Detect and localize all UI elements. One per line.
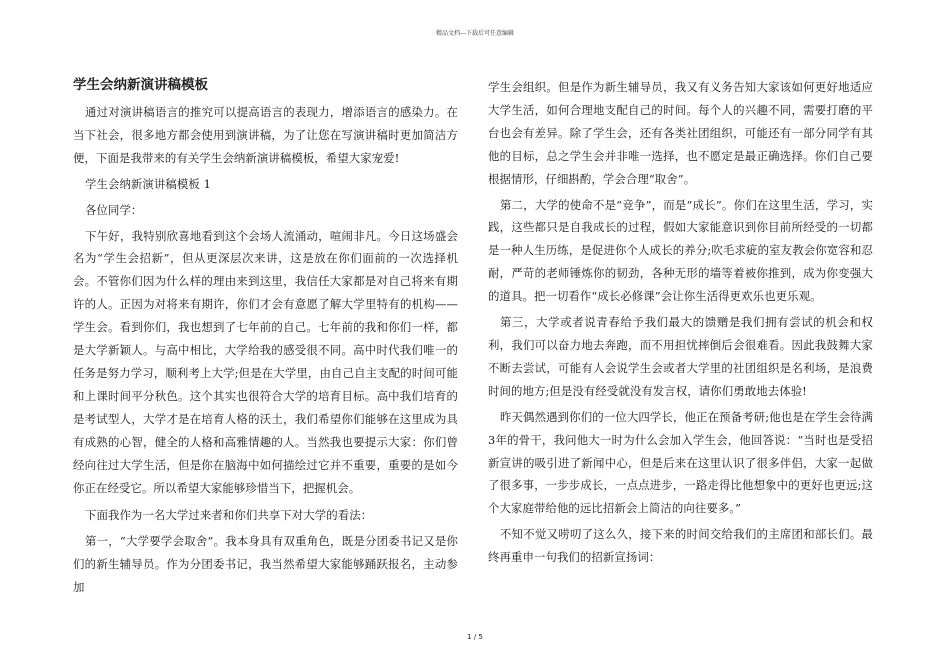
document-title: 学生会纳新演讲稿模板 (73, 77, 208, 93)
page-number: 1 / 5 (467, 633, 483, 641)
intro-paragraph: 通过对演讲稿语言的推究可以提高语言的表现力，增添语言的感染力。在当下社会，很多地方都会使用到演讲稿，为了让您在写演讲稿时更加简洁方便，下面是我带来的有关学生会纳新演讲稿模板，希望大家宠爱! (73, 105, 458, 165)
right-column (488, 76, 873, 569)
body-paragraph: 第二，大学的使命不是“竞争”，而是“成长”。你们在这里生活，学习，实践，这些都只是自我成长的过程，假如大家能意识到你目前所经受的一切都是一种人生历练，是促进你个人成长的养分;吹毛求疵的室友教会你宽容和忍耐，严苛的老师锤炼你的韧劲，各种无形的墙等着被你推到，成为你变强大的道具。把一切看作“成长必修课”会让你生活得更欢乐也更乐观。 (488, 197, 873, 304)
left-column (73, 76, 458, 599)
template-heading: 学生会纳新演讲稿模板 1 (84, 176, 211, 191)
body-paragraph: 第三，大学或者说青春给予我们最大的馈赠是我们拥有尝试的机会和权利，我们可以奋力地去奔跑，而不用担忧摔倒后会很难看。因此我鼓舞大家不断去尝试，可能有人会说学生会或者大学里的社团组织是名利场，是浪费时间的地方;但是没有经受就没有发言权，请你们勇敢地去体验! (488, 315, 873, 398)
page-header-note: 精品文档---下载后可任意编辑 (435, 30, 515, 37)
body-paragraph: 不知不觉又唠叨了这么久，接下来的时间交给我们的主席团和部长们。最终再重申一句我们的招新宣扬词： (488, 527, 873, 565)
body-paragraph: 下午好，我特别欣喜地看到这个会场人流涌动，喧闹非凡。今日这场盛会名为“学生会招新”，但从更深层次来讲，这是放在你们面前的一次选择机会。不管你们因为什么样的理由来到这里，我信任大家都是对自己将来有期许的人。正因为对将来有期许，你们才会有意愿了解大学里特有的机构——学生会。看到你们，我也想到了七年前的自己。七年前的我和你们一样，都是大学新颖人。与高中相比，大学给我的感受很不同。高中时代我们唯一的任务是努力学习，顺利考上大学;但是在大学里，由自己自主支配的时间可能和上课时间平分秋色。这个其实也很符合大学的培育目标。高中我们培育的是考试型人，大学才是在培育人格的沃土，我们希望你们能够在这里成为具有成熟的心智，健全的人格和高雅情趣的人。当然我也要提示大家：你们曾经向往过大学生活，但是你在脑海中如何描绘过它并不重要，重要的是如今你正在经受它。所以希望大家能够珍惜当下，把握机会。 (73, 228, 458, 495)
body-paragraph: 学生会组织。但是作为新生辅导员，我又有义务告知大家该如何更好地适应大学生活，如何合理地支配自己的时间。每个人的兴趣不同，需要打磨的平台也会有差异。除了学生会，还有各类社团组织，可能还有一部分同学有其他的目标，总之学生会并非唯一选择，也不愿定是最正确选择。你们自己要根据情形，仔细斟酌，学会合理“取舍”。 (488, 80, 873, 186)
body-paragraph: 昨天偶然遇到你们的一位大四学长，他正在预备考研;他也是在学生会待满 3年的骨干，我问他大一时为什么会加入学生会，他回答说：“当时也是受招新宣讲的吸引进了新闻中心，但是后来在这里认识了很多伴侣，大家一起做了很多事，一步步成长，一点点进步，一路走得比他想象中的更好也更远;这个大家庭带给他的远比招新会上简洁的向往要多。” (488, 409, 873, 516)
body-paragraph: 第一，“大学要学会取舍”。我本身具有双重角色，既是分团委书记又是你们的新生辅导员。作为分团委书记，我当然希望大家能够踊跃报名，主动参加 (73, 534, 458, 595)
salutation: 各位同学： (84, 202, 143, 217)
body-paragraph: 下面我作为一名大学过来者和你们共享下对大学的看法： (84, 508, 373, 523)
